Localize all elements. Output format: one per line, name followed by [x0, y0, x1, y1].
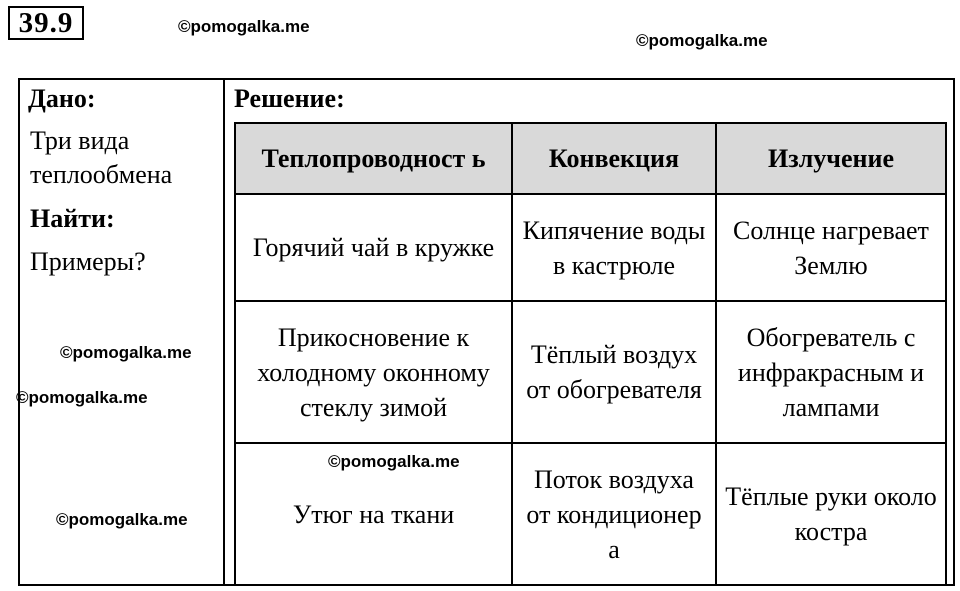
table-cell: Обогреватель с инфракрасным и лампами — [716, 301, 946, 443]
watermark: ©pomogalka.me — [60, 343, 192, 362]
watermark: ©pomogalka.me — [636, 31, 768, 50]
header-radiation: Излучение — [716, 123, 946, 194]
table-cell: Горячий чай в кружке — [235, 194, 512, 301]
watermark: ©pomogalka.me — [328, 452, 460, 471]
find-label: Найти: — [30, 204, 115, 233]
solution-table — [234, 122, 947, 586]
table-cell: Поток воздуха от кондиционер а — [512, 443, 716, 585]
watermark: ©pomogalka.me — [56, 510, 188, 529]
watermark: ©pomogalka.me — [178, 17, 310, 36]
header-convection: Конвекция — [512, 123, 716, 194]
column-divider — [223, 78, 225, 586]
table-cell: Тёплый воздух от обогревателя — [512, 301, 716, 443]
problem-number: 39.9 — [8, 6, 84, 40]
table-row — [235, 194, 946, 301]
find-text: Примеры? — [30, 247, 146, 276]
given-line-2: теплообмена — [30, 160, 173, 189]
given-label: Дано: — [28, 84, 96, 113]
table-cell: Кипячение воды в кастрюле — [512, 194, 716, 301]
given-line-1: Три вида — [30, 126, 130, 155]
table-row — [235, 301, 946, 443]
table-cell: Прикосновение к холодному оконному стеклу зимой — [235, 301, 512, 443]
table-cell: Утюг на ткани — [235, 443, 512, 585]
solution-label: Решение: — [234, 84, 345, 113]
watermark: ©pomogalka.me — [16, 388, 148, 407]
header-conduction: Теплопроводност ь — [235, 123, 512, 194]
table-cell: Солнце нагревает Землю — [716, 194, 946, 301]
table-header-row — [235, 123, 946, 194]
table-cell: Тёплые руки около костра — [716, 443, 946, 585]
